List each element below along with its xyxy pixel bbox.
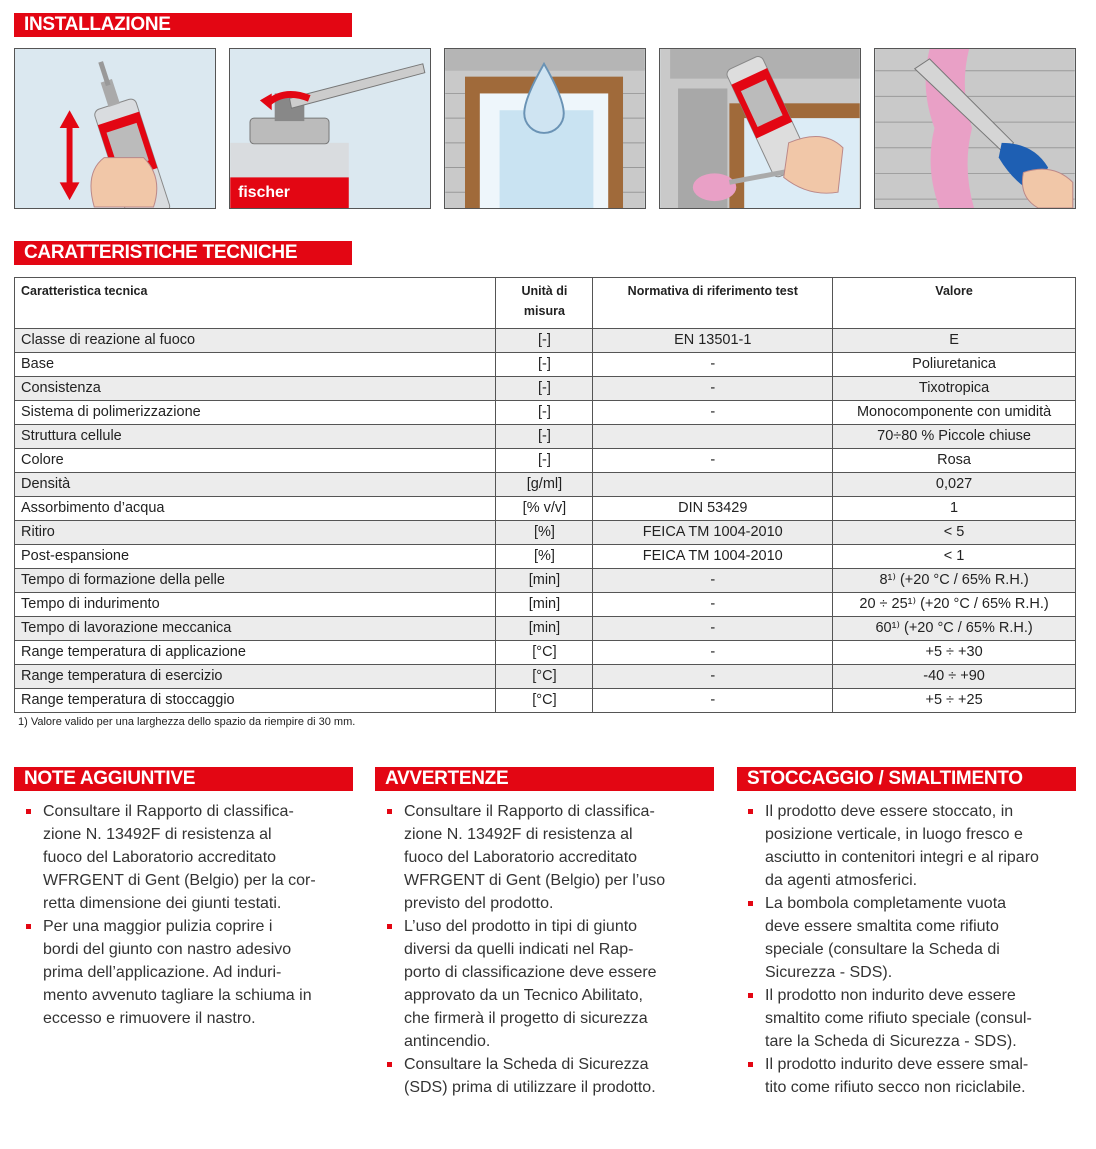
list-item-text: Il prodotto indurito deve essere smal- tito come rifiuto secco non riciclabile. — [765, 1056, 1029, 1096]
cell-value: 0,027 — [833, 473, 1076, 497]
table-row — [15, 353, 1076, 377]
cell-value: Rosa — [833, 449, 1076, 473]
bullet-icon — [748, 993, 753, 998]
list-item — [384, 800, 714, 915]
list-item-text: L’uso del prodotto in tipi di giunto diversi da quelli indicati nel Rap- porto di classificazione deve essere approvato da un Tecnico Abilitato, che firmerà il progetto di sicurezza antincendio. — [404, 918, 657, 1050]
table-row — [15, 521, 1076, 545]
cell-unit: [°C] — [496, 689, 593, 713]
install-image-water-drop — [444, 48, 646, 209]
cell-value: +5 ÷ +25 — [833, 689, 1076, 713]
table-row — [15, 473, 1076, 497]
cell-unit: [min] — [496, 617, 593, 641]
section-header-avvertenze: AVVERTENZE — [375, 767, 714, 791]
cell-unit: [%] — [496, 545, 593, 569]
cell-characteristic: Assorbimento d’acqua — [15, 497, 496, 521]
cell-unit: [-] — [496, 449, 593, 473]
cell-unit: [-] — [496, 353, 593, 377]
cell-standard: - — [593, 353, 833, 377]
list-item-text: Consultare il Rapporto di classifica- zione N. 13492F di resistenza al fuoco del Laboratorio accreditato WFRGENT di Gent (Belgio) per la cor- retta dimensione dei giunti testati. — [43, 803, 316, 912]
table-row — [15, 641, 1076, 665]
shake-can-icon — [15, 49, 215, 208]
table-row — [15, 617, 1076, 641]
cell-value: < 1 — [833, 545, 1076, 569]
bullet-icon — [387, 809, 392, 814]
bullet-icon — [387, 924, 392, 929]
cell-characteristic: Consistenza — [15, 377, 496, 401]
cell-characteristic: Tempo di lavorazione meccanica — [15, 617, 496, 641]
cell-characteristic: Struttura cellule — [15, 425, 496, 449]
table-row — [15, 665, 1076, 689]
list-item-text: Per una maggior pulizia coprire i bordi del giunto con nastro adesivo prima dell’applicazione. Ad induri- mento avvenuto tagliare la schiuma in eccesso e rimuovere il nastro. — [43, 918, 312, 1027]
bullet-icon — [387, 1062, 392, 1067]
cell-characteristic: Range temperatura di applicazione — [15, 641, 496, 665]
cell-standard: - — [593, 449, 833, 473]
table-row — [15, 377, 1076, 401]
cell-characteristic: Tempo di indurimento — [15, 593, 496, 617]
cell-characteristic: Colore — [15, 449, 496, 473]
cell-unit: [min] — [496, 593, 593, 617]
cell-characteristic: Post-espansione — [15, 545, 496, 569]
install-image-shake — [14, 48, 216, 209]
cell-standard: - — [593, 569, 833, 593]
list-item-text: Consultare la Scheda di Sicurezza (SDS) prima di utilizzare il prodotto. — [404, 1056, 656, 1096]
cell-unit: [% v/v] — [496, 497, 593, 521]
cell-unit: [-] — [496, 377, 593, 401]
list-item — [384, 915, 714, 1053]
bullet-icon — [748, 901, 753, 906]
list-item-text: Il prodotto non indurito deve essere smaltito come rifiuto speciale (consul- tare la Scheda di Sicurezza - SDS). — [765, 987, 1032, 1050]
cell-value: E — [833, 329, 1076, 353]
cell-value: -40 ÷ +90 — [833, 665, 1076, 689]
note-list — [23, 800, 353, 1030]
table-row — [15, 689, 1076, 713]
cell-characteristic: Ritiro — [15, 521, 496, 545]
table-row — [15, 401, 1076, 425]
list-item — [23, 800, 353, 915]
cell-standard: - — [593, 641, 833, 665]
cell-characteristic: Base — [15, 353, 496, 377]
cell-standard: - — [593, 401, 833, 425]
col-header-value: Valore — [833, 278, 1076, 329]
cell-characteristic: Tempo di formazione della pelle — [15, 569, 496, 593]
cell-standard: - — [593, 665, 833, 689]
cell-characteristic: Classe di reazione al fuoco — [15, 329, 496, 353]
saw-cut-icon — [875, 49, 1075, 208]
cell-standard: - — [593, 593, 833, 617]
cell-value: +5 ÷ +30 — [833, 641, 1076, 665]
col-header-characteristic: Caratteristica tecnica — [15, 278, 496, 329]
cell-characteristic: Range temperatura di esercizio — [15, 665, 496, 689]
table-row — [15, 449, 1076, 473]
cell-unit: [-] — [496, 401, 593, 425]
cell-value: < 5 — [833, 521, 1076, 545]
list-item-text: La bombola completamente vuota deve essere smaltita come rifiuto speciale (consultare la Scheda di Sicurezza - SDS). — [765, 895, 1007, 981]
list-item — [745, 800, 1075, 892]
table-row — [15, 329, 1076, 353]
cell-standard — [593, 473, 833, 497]
bullet-icon — [748, 809, 753, 814]
cell-unit: [-] — [496, 329, 593, 353]
cell-standard: - — [593, 689, 833, 713]
table-row — [15, 425, 1076, 449]
cell-standard: DIN 53429 — [593, 497, 833, 521]
bullet-icon — [26, 924, 31, 929]
apply-foam-icon — [660, 49, 860, 208]
list-item — [745, 892, 1075, 984]
cell-value: Monocomponente con umidità — [833, 401, 1076, 425]
cell-unit: [min] — [496, 569, 593, 593]
screw-on-gun-icon — [230, 49, 430, 208]
cell-value: 8¹⁾ (+20 °C / 65% R.H.) — [833, 569, 1076, 593]
install-image-screw-gun — [229, 48, 431, 209]
table-footnote: 1) Valore valido per una larghezza dello spazio da riempire di 30 mm. — [18, 716, 356, 728]
stoccaggio-list — [745, 800, 1075, 1099]
cell-value: 60¹⁾ (+20 °C / 65% R.H.) — [833, 617, 1076, 641]
cell-value: Poliuretanica — [833, 353, 1076, 377]
table-row — [15, 593, 1076, 617]
list-item — [23, 915, 353, 1030]
cell-characteristic: Range temperatura di stoccaggio — [15, 689, 496, 713]
install-image-saw-cut — [874, 48, 1076, 209]
cell-standard — [593, 425, 833, 449]
cell-unit: [-] — [496, 425, 593, 449]
col-header-unit: Unità di misura — [496, 278, 593, 329]
install-image-apply-foam — [659, 48, 861, 209]
cell-standard: - — [593, 617, 833, 641]
list-item-text: Consultare il Rapporto di classifica- zione N. 13492F di resistenza al fuoco del Laboratorio accreditato WFRGENT di Gent (Belgio) per l’uso previsto del prodotto. — [404, 803, 666, 912]
table-row — [15, 497, 1076, 521]
section-header-caratteristiche: CARATTERISTICHE TECNICHE — [14, 241, 352, 265]
cell-standard: EN 13501-1 — [593, 329, 833, 353]
section-header-installazione: INSTALLAZIONE — [14, 13, 352, 37]
section-header-stoccaggio: STOCCAGGIO / SMALTIMENTO — [737, 767, 1076, 791]
cell-value: Tixotropica — [833, 377, 1076, 401]
cell-value: 1 — [833, 497, 1076, 521]
cell-value: 20 ÷ 25¹⁾ (+20 °C / 65% R.H.) — [833, 593, 1076, 617]
table-row — [15, 545, 1076, 569]
cell-unit: [°C] — [496, 665, 593, 689]
cell-unit: [°C] — [496, 641, 593, 665]
bullet-icon — [26, 809, 31, 814]
brand-logo-text: fischer — [238, 184, 290, 202]
cell-unit: [g/ml] — [496, 473, 593, 497]
cell-standard: - — [593, 377, 833, 401]
cell-characteristic: Densità — [15, 473, 496, 497]
cell-standard: FEICA TM 1004-2010 — [593, 545, 833, 569]
cell-unit: [%] — [496, 521, 593, 545]
cell-value: 70÷80 % Piccole chiuse — [833, 425, 1076, 449]
list-item — [745, 1053, 1075, 1099]
table-row — [15, 569, 1076, 593]
list-item — [745, 984, 1075, 1053]
cell-standard: FEICA TM 1004-2010 — [593, 521, 833, 545]
col-header-standard: Normativa di riferimento test — [593, 278, 833, 329]
list-item — [384, 1053, 714, 1099]
bullet-icon — [748, 1062, 753, 1067]
water-drop-icon — [445, 49, 645, 208]
avvertenze-list — [384, 800, 714, 1099]
section-header-note: NOTE AGGIUNTIVE — [14, 767, 353, 791]
specs-table — [14, 277, 1076, 713]
list-item-text: Il prodotto deve essere stoccato, in posizione verticale, in luogo fresco e asciutto in contenitori integri e al riparo da agenti atmosferici. — [765, 803, 1039, 889]
table-header-row — [15, 278, 1076, 329]
cell-characteristic: Sistema di polimerizzazione — [15, 401, 496, 425]
